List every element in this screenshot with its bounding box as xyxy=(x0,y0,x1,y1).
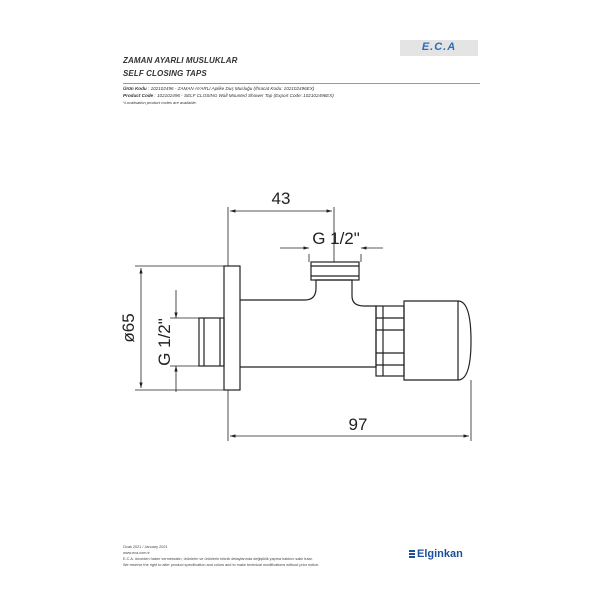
urun-kodu-label: Ürün Kodu xyxy=(123,86,147,91)
elginkan-text: Elginkan xyxy=(417,548,463,560)
top-outlet-thread xyxy=(311,262,359,280)
footer-url: www.eca.com.tr xyxy=(123,551,150,555)
footer-date: Ocak 2021 / January 2021 xyxy=(123,545,168,549)
title-turkish: ZAMAN AYARLI MUSLUKLAR xyxy=(123,56,238,65)
elginkan-logo xyxy=(409,548,463,560)
valve-body xyxy=(240,280,376,367)
localisation-note: *Localisation product codes are available. xyxy=(123,100,197,105)
eca-logo-text: E.C.A xyxy=(421,41,457,53)
dim-43-label: 43 xyxy=(271,189,291,208)
urun-kodu-text: : 102102496 - ZAMAN AYARLI Aplike Duş Musluğu (İhracat Kodu: 102102496EX) xyxy=(148,86,315,91)
title-english: SELF CLOSING TAPS xyxy=(123,69,207,78)
wall-flange xyxy=(224,266,240,390)
dim-65-label: ø65 xyxy=(119,313,138,343)
footer-disclaimer-en: We reserve the right to alter product specification and colors and to make technical modifications without prior notice. xyxy=(123,563,320,567)
product-code-label: Product Code xyxy=(123,93,154,98)
dim-thread-left-label: G 1/2" xyxy=(155,318,174,366)
dim-thread-top-label: G 1/2" xyxy=(312,229,360,248)
push-button-cap xyxy=(404,301,471,380)
dim-97-label: 97 xyxy=(348,415,368,434)
elginkan-mark-icon xyxy=(409,550,415,558)
product-code-text: : 102102496 - SELF CLOSING Wall Mounted Shower Tap (Export Code: 102102496EX) xyxy=(154,93,334,98)
footer-disclaimer-tr: E.C.A. önceden haber vermeksizin, ürünlerin ve ürünlerin teknik detaylarında değişiklik yapma hakkını saklı tutar. xyxy=(123,557,313,561)
